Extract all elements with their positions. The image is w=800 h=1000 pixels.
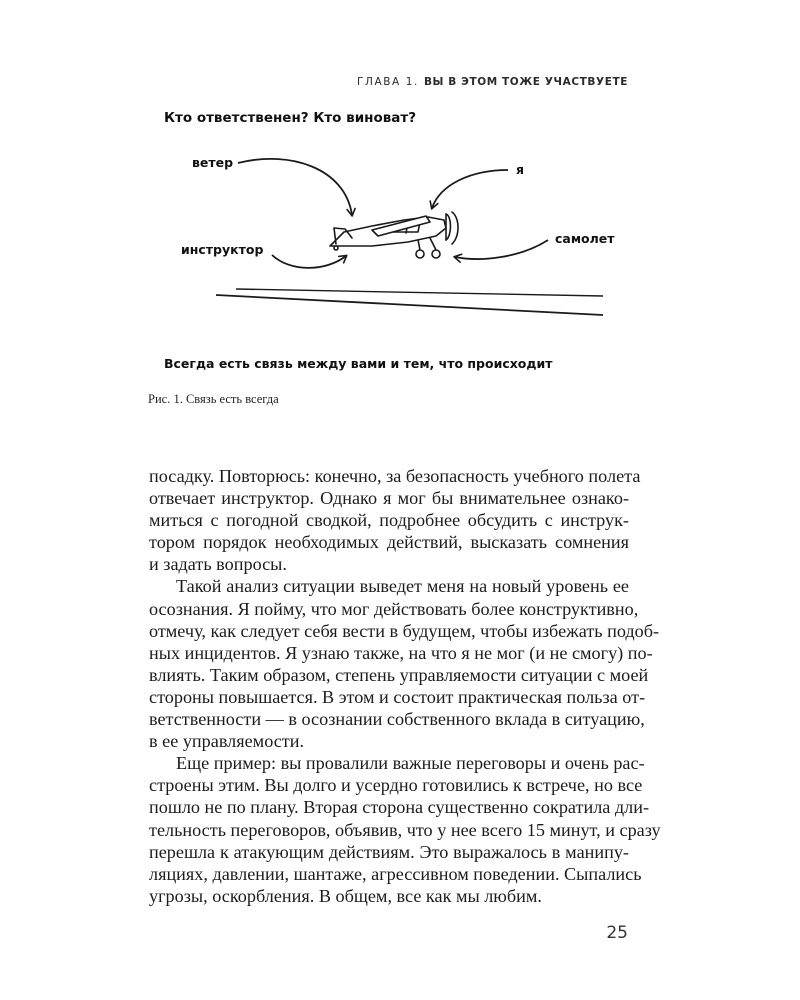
ground-line [216, 295, 603, 315]
figure-bottom-caption: Всегда есть связь между вами и тем, что происходит [164, 356, 553, 371]
chapter-label: ГЛАВА 1. [356, 76, 419, 88]
me-arrow [432, 170, 508, 208]
label-instructor: инструктор [181, 242, 264, 257]
text-line: посадку. Повторюсь: конечно, за безопасность учебного полета [149, 466, 641, 486]
airplane-icon [330, 212, 458, 258]
figure-title: Кто ответственен? Кто виноват? [164, 110, 417, 126]
text-line: Еще пример: вы провалили важные переговоры и очень рас- [176, 753, 645, 774]
text-line: ветственности — в осознании собственного вклада в ситуацию, [149, 709, 645, 730]
text-line: миться с погодной сводкой, подробнее обсудить с инструк- [149, 510, 629, 531]
text-line: ляциях, давлении, шантаже, агрессивном поведении. Сыпались [149, 863, 642, 884]
plane-arrow [455, 240, 548, 259]
text-line: отвечает инструктор. Однако я мог бы внимательнее ознако- [149, 488, 629, 509]
text-line: ных инцидентов. Я узнаю также, на что я не мог (и не смогу) по- [149, 642, 653, 663]
figure-caption: Рис. 1. Связь есть всегда [148, 392, 279, 406]
text-line: тельность переговоров, объявив, что у нее всего 15 минут, и сразу [149, 819, 661, 840]
chapter-title: ВЫ В ЭТОМ ТОЖЕ УЧАСТВУЕТЕ [423, 76, 628, 88]
text-line: осознания. Я пойму, что мог действовать более конструктивно, [149, 598, 639, 619]
text-line: и задать вопросы. [149, 554, 287, 575]
instructor-arrow [272, 255, 346, 268]
text-line: отмечу, как следует себя вести в будущем, чтобы избежать подоб- [149, 620, 660, 641]
text-line: в ее управляемости. [149, 731, 305, 752]
label-me: я [516, 162, 525, 177]
label-wind: ветер [192, 155, 234, 170]
page-number: 25 [606, 923, 628, 943]
wind-arrow [238, 159, 352, 215]
body-text [149, 465, 661, 907]
text-line: перешла к атакующим действиям. Это выражалось в манипу- [149, 841, 629, 862]
text-line: влиять. Таким образом, степень управляемости ситуации с моей [149, 664, 649, 685]
label-plane: самолет [555, 231, 615, 246]
text-line: строены этим. Вы долго и усердно готовились к встрече, но все [149, 775, 643, 796]
text-line: Такой анализ ситуации выведет меня на новый уровень ее [176, 576, 629, 597]
text-line: угрозы, оскорбления. В общем, все как мы любим. [149, 885, 542, 906]
text-line: стороны повышается. В этом и состоит практическая польза от- [149, 686, 646, 707]
text-line: тором порядок необходимых действий, высказать сомнения [149, 532, 629, 553]
ground-line [236, 289, 603, 296]
text-line: пошло не по плану. Вторая сторона существенно сократила дли- [149, 797, 650, 818]
airplane-illustration [0, 0, 800, 340]
